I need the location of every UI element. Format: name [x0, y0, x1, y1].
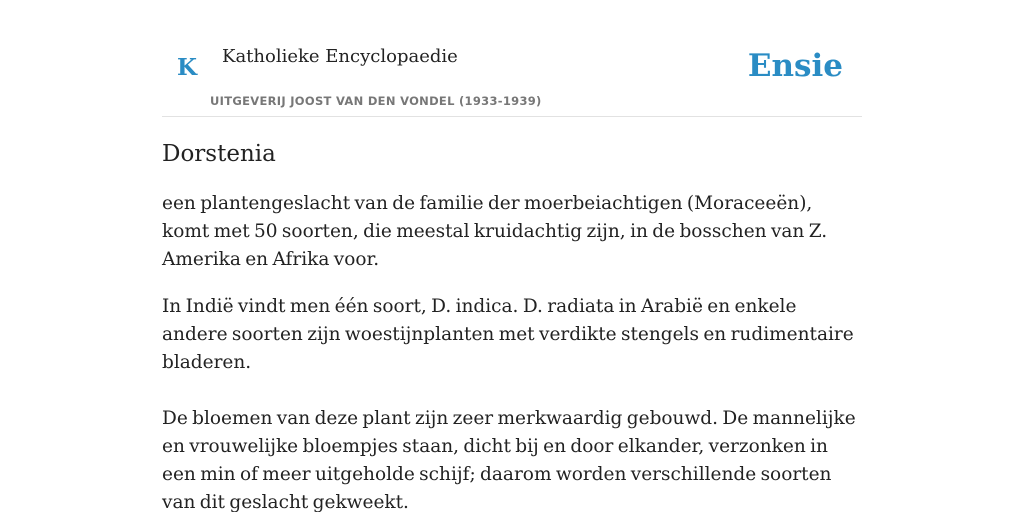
article-title: Dorstenia [162, 141, 276, 167]
encyclopedia-title[interactable]: Katholieke Encyclopaedie [222, 46, 458, 67]
ensie-logo[interactable]: Ensie [747, 48, 843, 84]
article-paragraph: In Indië vindt men één soort, D. indica. D. radiata in Arabië en enkele andere soorten zijn woestijnplanten met verdikte stengels en rudimentaire bladeren. [162, 296, 854, 373]
header [162, 0, 862, 117]
article [162, 138, 862, 512]
encyclopedia-logo[interactable]: K [177, 54, 197, 81]
article-paragraph: een plantengeslacht van de familie der moerbeiachtigen (Moraceeën), komt met 50 soorten, die meestal kruidachtig zijn, in de bosschen van Z. Amerika en Afrika voor. [162, 193, 828, 270]
publisher-label: UITGEVERIJ JOOST VAN DEN VONDEL (1933-1939) [210, 94, 542, 108]
article-paragraph: De bloemen van deze plant zijn zeer merkwaardig gebouwd. De mannelijke en vrouwelijke bloempjes staan, dicht bij en door elkander, verzonken in een min of meer uitgeholde schijf; daarom worden verschillende soorten van dit geslacht gekweekt. [162, 408, 856, 512]
